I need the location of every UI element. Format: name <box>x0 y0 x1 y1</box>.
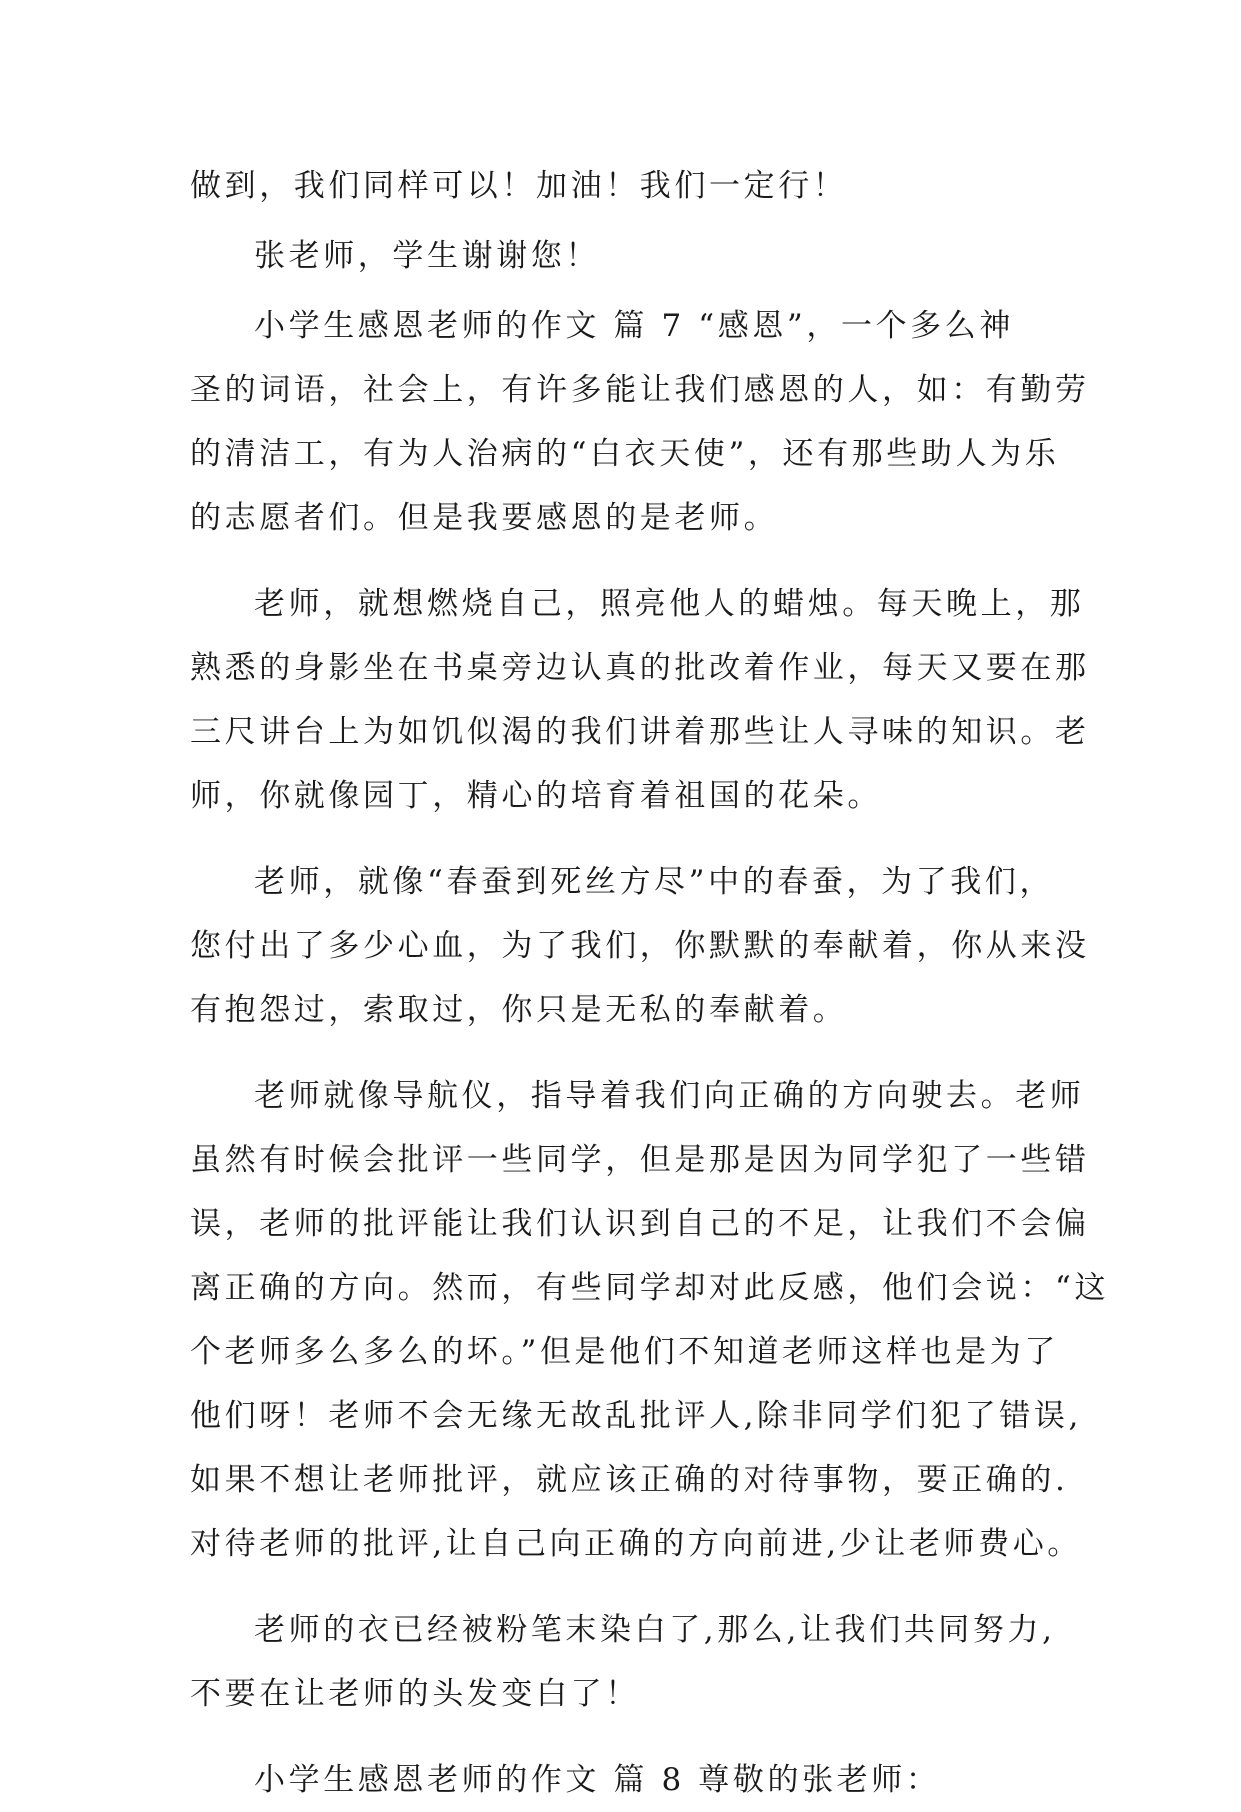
section-heading: 小学生感恩老师的作文 篇 8 尊敬的张老师： <box>254 1762 941 1798</box>
text-line: 老师的衣已经被粉笔末染白了,那么,让我们共同努力, <box>254 1612 1056 1648</box>
text-line: 老师，就像“春蚕到死丝方尽”中的春蚕，为了我们， <box>254 864 1055 900</box>
text-line: 老师，就想燃烧自己，照亮他人的蜡烛。每天晚上，那 <box>254 586 1085 622</box>
text-line: 离正确的方向。然而，有些同学却对此反感，他们会说：“这 <box>190 1270 1110 1306</box>
text-line: 三尺讲台上为如饥似渴的我们讲着那些让人寻味的知识。老 <box>190 714 1090 750</box>
text-line: 的志愿者们。但是我要感恩的是老师。 <box>190 500 779 536</box>
text-line: 老师就像导航仪，指导着我们向正确的方向驶去。老师 <box>254 1078 1085 1114</box>
text-line: 误，老师的批评能让我们认识到自己的不足，让我们不会偏 <box>190 1206 1090 1242</box>
text-line: 圣的词语，社会上，有许多能让我们感恩的人，如：有勤劳 <box>190 372 1090 408</box>
text-line: 个老师多么多么的坏。”但是他们不知道老师这样也是为了 <box>190 1334 1059 1370</box>
text-line: 不要在让老师的头发变白了！ <box>190 1676 640 1712</box>
text-line: 有抱怨过，索取过，你只是无私的奉献着。 <box>190 992 848 1028</box>
text-line: 他们呀！老师不会无缘无故乱批评人,除非同学们犯了错误, <box>190 1398 1082 1434</box>
text-line: 虽然有时候会批评一些同学，但是那是因为同学犯了一些错 <box>190 1142 1090 1178</box>
text-line: 做到，我们同样可以！加油！我们一定行！ <box>190 168 848 204</box>
text-line: 张老师，学生谢谢您！ <box>254 238 600 274</box>
essay-body <box>190 154 1110 1812</box>
text-line: 的清洁工，有为人治病的“白衣天使”，还有那些助人为乐 <box>190 436 1060 472</box>
section-heading: 小学生感恩老师的作文 篇 7 “感恩”，一个多么神 <box>254 308 1014 344</box>
text-line: 您付出了多少心血，为了我们，你默默的奉献着，你从来没 <box>190 928 1090 964</box>
text-line: 对待老师的批评,让自己向正确的方向前进,少让老师费心。 <box>190 1526 1082 1562</box>
text-line: 熟悉的身影坐在书桌旁边认真的批改着作业，每天又要在那 <box>190 650 1090 686</box>
text-line: 师，你就像园丁，精心的培育着祖国的花朵。 <box>190 778 882 814</box>
text-line: 如果不想让老师批评，就应该正确的对待事物，要正确的. <box>190 1462 1069 1498</box>
